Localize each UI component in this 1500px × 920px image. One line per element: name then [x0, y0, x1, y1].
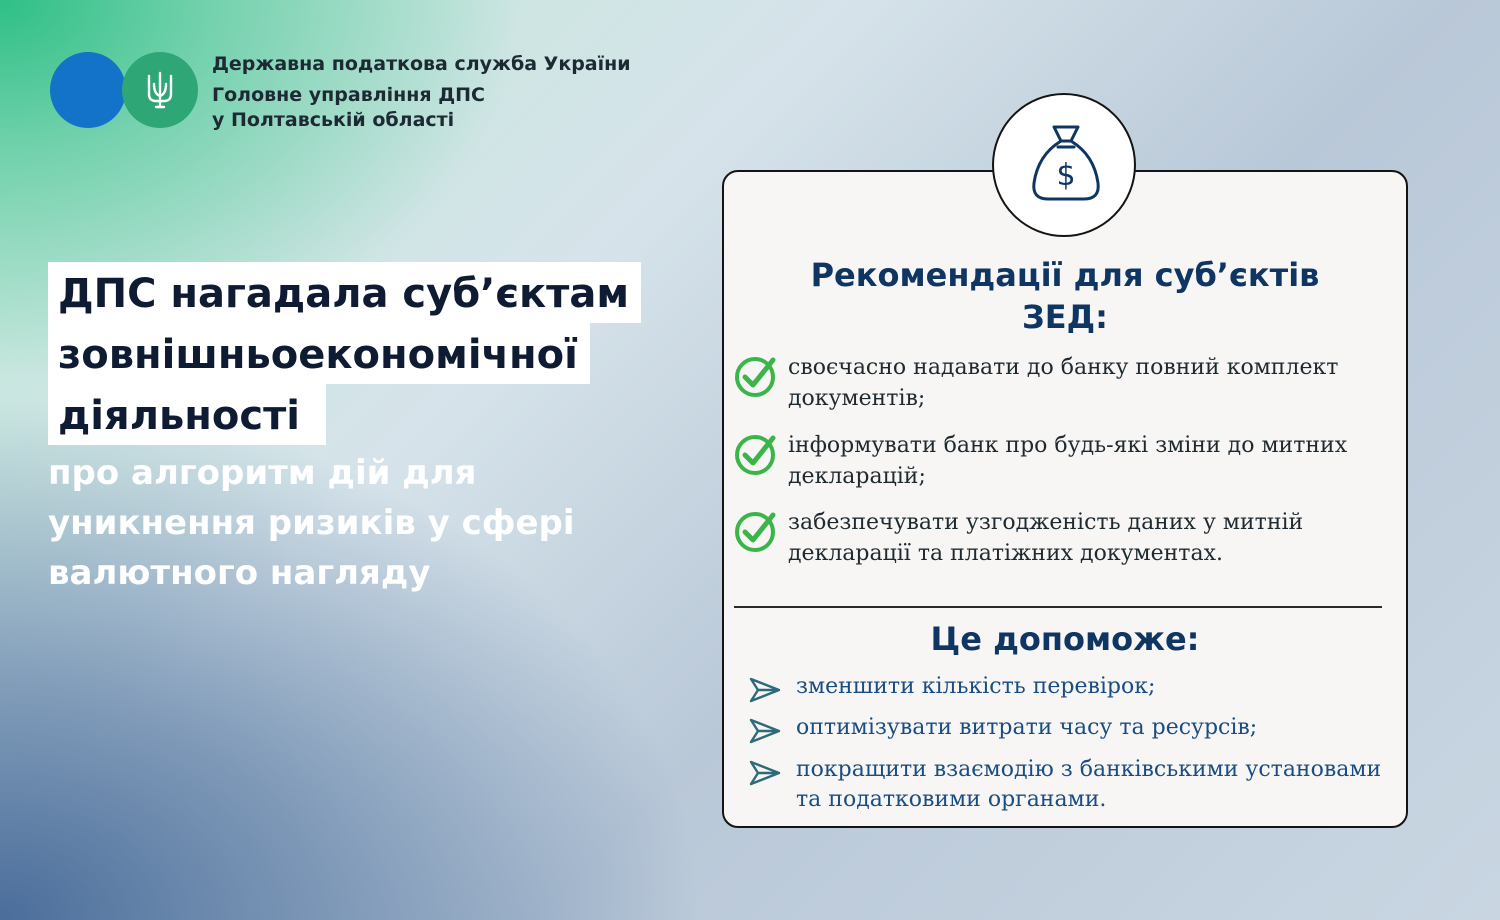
card-title-line-2: ЗЕД:: [1022, 298, 1108, 336]
send-arrow-icon: [748, 759, 782, 787]
subheadline: [48, 448, 575, 598]
headline-line-3: діяльності: [48, 384, 326, 445]
department-line-2: у Полтавській області: [212, 109, 455, 131]
logo: [50, 52, 200, 128]
recommendation-text: своєчасно надавати до банку повний комплект документів;: [788, 355, 1339, 411]
recommendation-text: забезпечувати узгодженість даних у митній декларації та платіжних документах.: [788, 510, 1304, 566]
logo-green-circle: [122, 52, 198, 128]
card-title: [722, 254, 1408, 338]
svg-text:$: $: [1056, 158, 1076, 193]
subheadline-line-2: уникнення ризиків у сфері: [48, 503, 575, 543]
recommendation-text: інформувати банк про будь-які зміни до митних декларацій;: [788, 433, 1348, 489]
check-circle-icon: [734, 354, 778, 398]
headline-line-1: ДПС нагадала суб’єктам: [48, 262, 641, 323]
department-line-1: Головне управління ДПС: [212, 84, 486, 106]
money-bag-dollar-icon: [1028, 121, 1104, 205]
logo-blue-circle: [50, 52, 126, 128]
headline-line-2: зовнішньоекономічної: [48, 323, 590, 384]
trident-icon: [146, 70, 174, 110]
card-divider: [734, 606, 1382, 608]
check-circle-icon: [734, 509, 778, 553]
headline: [48, 262, 641, 445]
organization-block: [212, 52, 631, 133]
benefit-text: зменшити кількість перевірок;: [796, 674, 1156, 699]
card-badge: [992, 93, 1136, 237]
benefit-text: оптимізувати витрати часу та ресурсів;: [796, 715, 1258, 740]
card-title-line-1: Рекомендації для суб’єктів: [810, 256, 1320, 294]
help-title: Це допоможе:: [930, 620, 1200, 658]
org-name: Державна податкова служба України: [212, 53, 631, 75]
send-arrow-icon: [748, 717, 782, 745]
check-circle-icon: [734, 432, 778, 476]
benefit-text: покращити взаємодію з банківськими установами та податковими органами.: [796, 757, 1382, 812]
subheadline-line-3: валютного нагляду: [48, 553, 431, 593]
send-arrow-icon: [748, 676, 782, 704]
subheadline-line-1: про алгоритм дій для: [48, 453, 477, 493]
